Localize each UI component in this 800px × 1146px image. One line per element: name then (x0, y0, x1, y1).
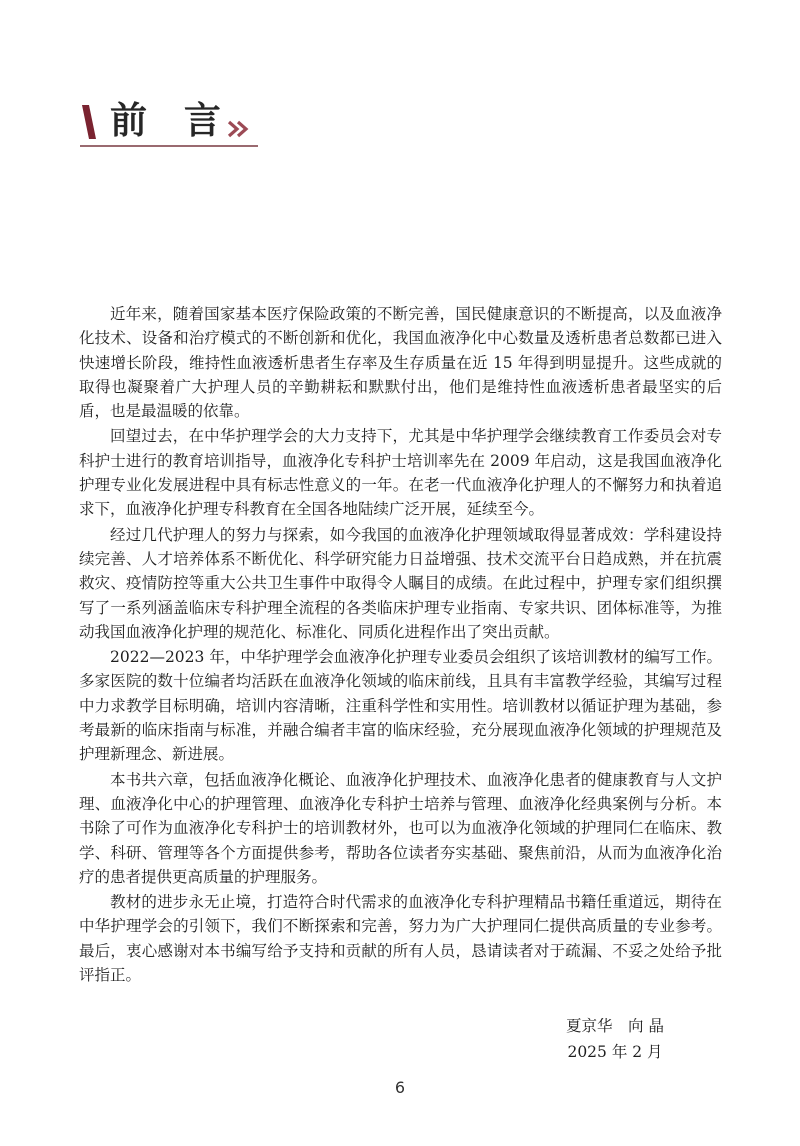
signature-authors: 夏京华 向 晶 (566, 1017, 664, 1035)
paragraph: 教材的进步永无止境，打造符合时代需求的血液净化专科护理精品书籍任重道远，期待在中华护理学会的引领下，我们不断探索和完善，努力为广大护理同仁提供高质量的专业参考。最后，衷心感谢对本书编写给予支持和贡献的所有人员，恳请读者对于疏漏、不妥之处给予批评指正。 (79, 893, 722, 985)
paragraph: 回望过去，在中华护理学会的大力支持下，尤其是中华护理学会继续教育工作委员会对专科护士进行的教育培训指导，血液净化专科护士培训率先在 2009 年启动，这是我国血液净化护理专业化发展进程中具有标志性意义的一年。在老一代血液净化护理人的不懈努力和执着追求下，血液净化护理专科教育在全国各地陆续广泛开展，延续至今。 (79, 427, 722, 519)
page-number: 6 (394, 1078, 406, 1097)
page-title: 前 言 (110, 99, 233, 142)
paragraph: 本书共六章，包括血液净化概论、血液净化护理技术、血液净化患者的健康教育与人文护理、血液净化中心的护理管理、血液净化专科护士培养与管理、血液净化经典案例与分析。本书除了可作为血液净化专科护士的培训教材外，也可以为血液净化领域的护理同仁在临床、教学、科研、管理等各个方面提供参考，帮助各位读者夯实基础、聚焦前沿，从而为血液净化治疗的患者提供更高质量的护理服务。 (79, 770, 722, 886)
paragraph: 2022—2023 年，中华护理学会血液净化护理专业委员会组织了该培训教材的编写工作。多家医院的数十位编者均活跃在血液净化领域的临床前线，且具有丰富教学经验，其编写过程中力求教学目标明确，培训内容清晰，注重科学性和实用性。培训教材以循证护理为基础，参考最新的临床指南与标准，并融合编者丰富的临床经验，充分展现血液净化领域的护理规范及护理新理念、新进展。 (79, 648, 722, 764)
double-chevron-icon (226, 120, 256, 138)
title-underline (80, 145, 258, 147)
preface-heading (80, 98, 258, 148)
paragraph: 经过几代护理人的努力与探索，如今我国的血液净化护理领域取得显著成效：学科建设持续完善、人才培养体系不断优化、科学研究能力日益增强、技术交流平台日趋成熟，并在抗震救灾、疫情防控等重大公共卫生事件中取得令人瞩目的成绩。在此过程中，护理专家们组织撰写了一系列涵盖临床专科护理全流程的各类临床护理专业指南、专家共识、团体标准等，为推动我国血液净化护理的规范化、标准化、同质化进程作出了突出贡献。 (79, 525, 722, 641)
signature-date: 2025 年 2 月 (567, 1043, 663, 1061)
slash-mark-icon (80, 98, 108, 144)
preface-body (79, 302, 722, 988)
paragraph: 近年来，随着国家基本医疗保险政策的不断完善，国民健康意识的不断提高，以及血液净化技术、设备和治疗模式的不断创新和优化，我国血液净化中心数量及透析患者总数都已进入快速增长阶段，维持性血液透析患者生存率及生存质量在近 15 年得到明显提升。这些成就的取得也凝聚着广大护理人员的辛勤耕耘和默默付出，他们是维持性血液透析患者最坚实的后盾，也是最温暖的依靠。 (79, 305, 722, 421)
